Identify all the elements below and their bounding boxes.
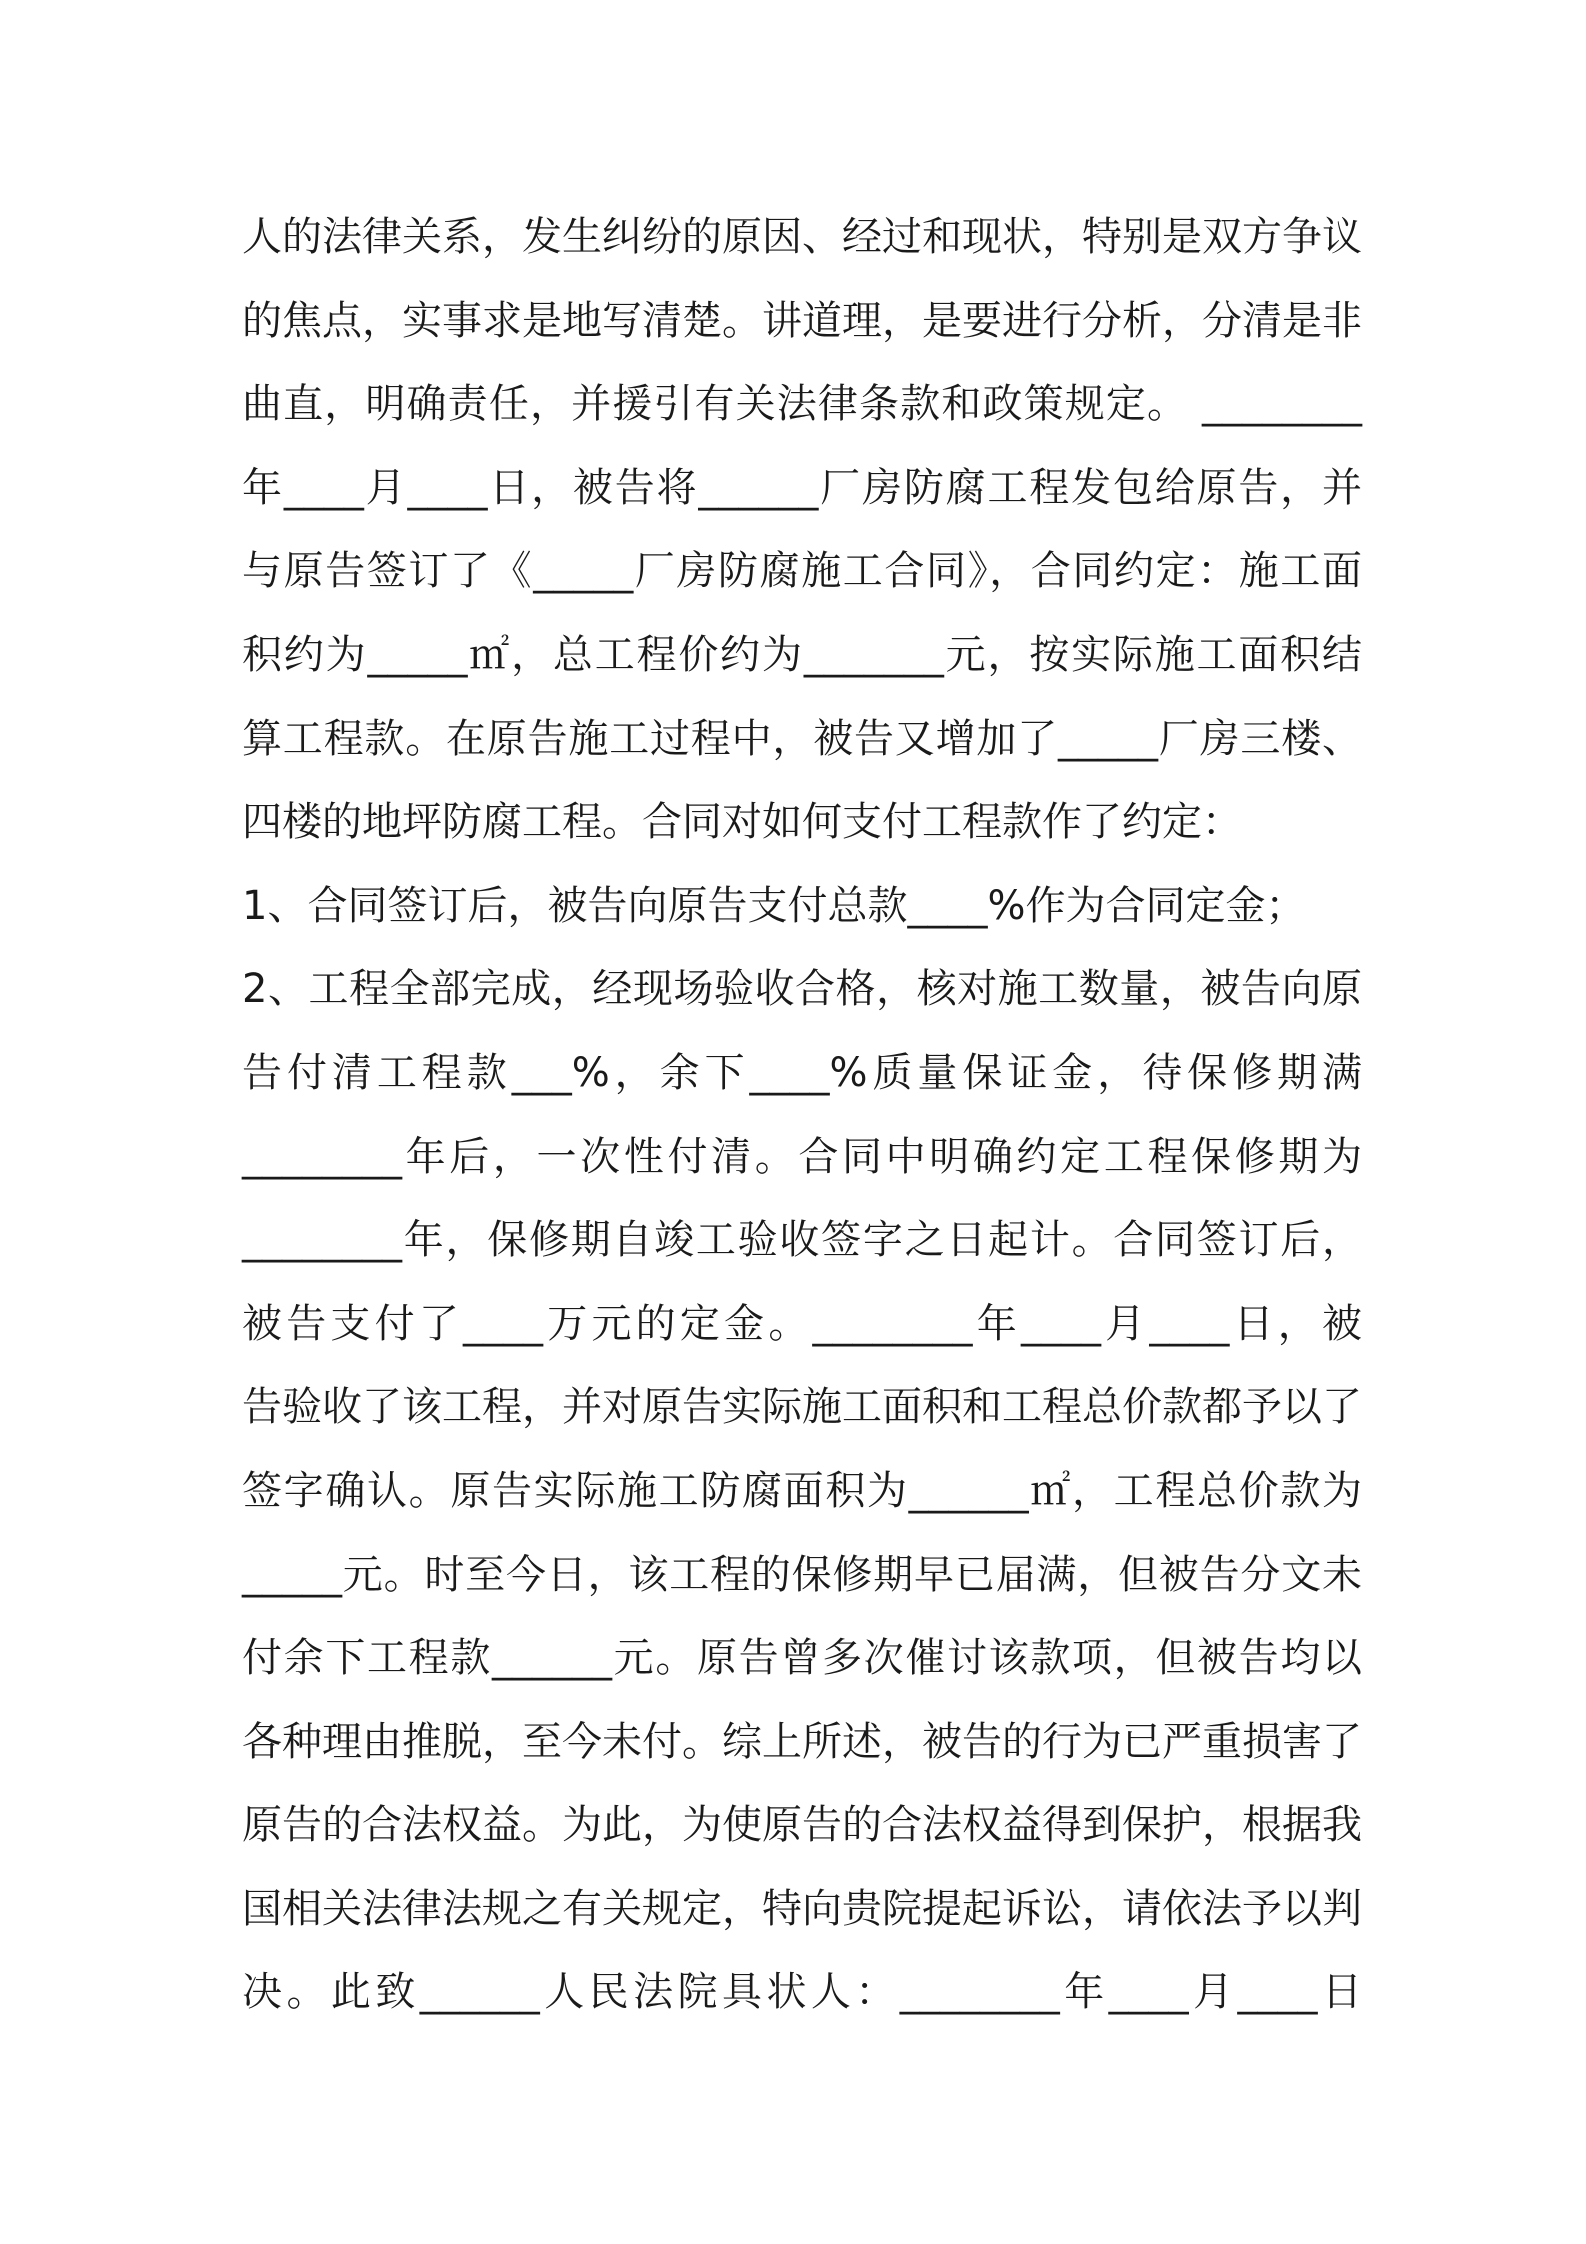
text-line: 决。此致______人民法院具状人：________年____月____日	[242, 1969, 1362, 2016]
text-line: 人的法律关系，发生纠纷的原因、经过和现状，特别是双方争议	[242, 214, 1362, 260]
text-line: 年____月____日，被告将______厂房防腐工程发包给原告，并	[242, 464, 1362, 511]
text-line: 被告支付了____万元的定金。________年____月____日，被	[242, 1300, 1362, 1347]
text-line: ________年后，一次性付清。合同中明确约定工程保修期为	[242, 1133, 1362, 1180]
text-line: ________年，保修期自竣工验收签字之日起计。合同签订后，	[242, 1217, 1362, 1264]
text-line: 国相关法律法规之有关规定，特向贵院提起诉讼，请依法予以判	[242, 1885, 1362, 1932]
text-line: 算工程款。在原告施工过程中，被告又增加了_____厂房三楼、	[242, 715, 1362, 762]
text-line: 2、工程全部完成，经现场验收合格，核对施工数量，被告向原	[242, 966, 1362, 1013]
text-line: 与原告签订了《_____厂房防腐施工合同》，合同约定：施工面	[242, 548, 1362, 595]
text-line: 曲直，明确责任，并援引有关法律条款和政策规定。 ________	[242, 381, 1362, 428]
complaint-body-text	[242, 196, 1362, 2035]
text-line: 1、合同签订后，被告向原告支付总款____%作为合同定金；	[242, 882, 1306, 929]
text-line: 告付清工程款___%，余下____%质量保证金，待保修期满	[242, 1049, 1362, 1096]
text-line: 告验收了该工程，并对原告实际施工面积和工程总价款都予以了	[242, 1384, 1362, 1431]
text-line: 签字确认。原告实际施工防腐面积为______㎡，工程总价款为	[242, 1467, 1362, 1514]
text-line: 的焦点，实事求是地写清楚。讲道理，是要进行分析，分清是非	[242, 297, 1362, 344]
text-line: 积约为_____㎡，总工程价约为_______元，按实际施工面积结	[242, 631, 1362, 678]
text-line: 各种理由推脱，至今未付。综上所述，被告的行为已严重损害了	[242, 1718, 1362, 1765]
text-line: _____元。时至今日，该工程的保修期早已届满，但被告分文未	[242, 1551, 1362, 1598]
text-line: 付余下工程款______元。原告曾多次催讨该款项，但被告均以	[242, 1635, 1362, 1682]
text-line: 四楼的地坪防腐工程。合同对如何支付工程款作了约定：	[242, 799, 1242, 846]
text-line: 原告的合法权益。为此，为使原告的合法权益得到保护，根据我	[242, 1802, 1362, 1849]
